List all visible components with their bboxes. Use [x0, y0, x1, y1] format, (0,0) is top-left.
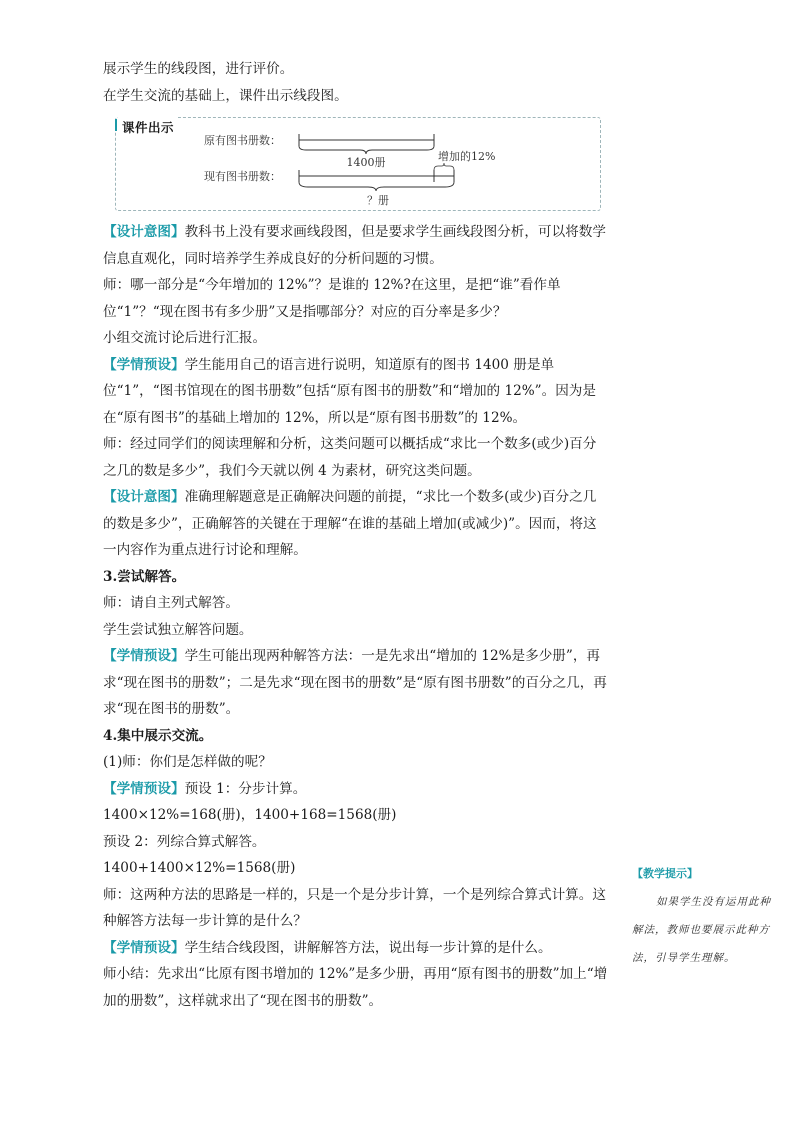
learning-preview-tag: 【学情预设】 [103, 648, 185, 664]
label-1400: 1400册 [346, 156, 386, 169]
paragraph-text: 预设 1：分步计算。 [184, 780, 307, 797]
paragraph: 预设 2：列综合算式解答。 [103, 833, 266, 850]
paragraph-text: 学生能用自己的语言进行说明，知道原有的图书 1400 册是单位“1”，“图书馆现在的图书册数”包括“原有图书的册数”和“增加的 12%”。因为是在“原有图书”的基础上增加的 12%，所以是“原有图书册数”的 12%。 [103, 356, 596, 426]
label-current: 现有图书册数： [204, 170, 281, 183]
paragraph: 师：这两种方法的思路是一样的，只是一个是分步计算，一个是列综合算式计算。这种解答方法每一步计算的是什么？ [103, 886, 606, 929]
paragraph-text: 学生结合线段图，讲解解答方法，说出每一步计算的是什么。 [184, 939, 552, 956]
paragraph [103, 643, 609, 723]
label-unknown: ？册 [367, 194, 389, 207]
learning-preview-tag: 【学情预设】 [103, 780, 185, 797]
brace-increase [434, 163, 454, 170]
line-segment-diagram [116, 118, 600, 210]
paragraph: 师：经过同学们的阅读理解和分析，这类问题可以概括成“求比一个数多(或少)百分之几的数是多少”，我们今天就以例 4 为素材，研究这类问题。 [103, 436, 597, 479]
paragraph-text: 教科书上没有要求画线段图，但是要求学生画线段图分析，可以将数学信息直观化，同时培养学生养成良好的分析问题的习惯。 [103, 224, 606, 267]
formula: 1400×12%=168(册)，1400+168=1568(册) [103, 807, 397, 823]
formula: 1400+1400×12%=1568(册) [103, 860, 296, 876]
paragraph: 在学生交流的基础上，课件出示线段图。 [103, 87, 348, 104]
paragraph [103, 776, 609, 803]
sidebar-body: 如果学生没有运用此种解法，教师也要展示此种方法，引导学生理解。 [632, 896, 771, 964]
paragraph-text: 准确理解题意是正确解决问题的前提，“求比一个数多(或少)百分之几的数是多少”，正确解答的关键在于理解“在谁的基础上增加(或减少)”。因而，将这一内容作为重点进行讨论和理解。 [103, 489, 597, 558]
design-intent-tag: 【设计意图】 [103, 224, 185, 240]
brace-current [299, 182, 454, 191]
section-heading: 3.尝试解答。 [103, 568, 186, 585]
learning-preview-tag: 【学情预设】 [103, 356, 185, 373]
label-original: 原有图书册数： [204, 134, 281, 147]
paragraph: 师：哪一部分是“今年增加的 12%”？是谁的 12%?在这里，是把“谁”看作单位“1”？“现在图书有多少册”又是指哪部分？对应的百分率是多少？ [103, 277, 561, 320]
brace-original [299, 146, 434, 154]
courseware-box [115, 117, 601, 211]
section-heading: 4.集中展示交流。 [103, 727, 213, 744]
paragraph [103, 219, 609, 272]
design-intent-tag: 【设计意图】 [103, 489, 185, 505]
paragraph [103, 484, 609, 564]
paragraph: 展示学生的线段图，进行评价。 [103, 61, 294, 77]
paragraph: 师：请自主列式解答。 [103, 595, 239, 611]
paragraph [103, 352, 609, 432]
paragraph: 小组交流讨论后进行汇报。 [103, 330, 267, 346]
main-content [103, 56, 609, 1014]
paragraph-text: 学生可能出现两种解答方法：一是先求出“增加的 12%是多少册”，再求“现在图书的册数”；二是先求“现在图书的册数”是“原有图书册数”的百分之几，再求“现在图书的册数”。 [103, 648, 607, 717]
label-increase: 增加的12% [438, 150, 496, 163]
learning-preview-tag: 【学情预设】 [103, 939, 185, 956]
paragraph: (1)师：你们是怎样做的呢？ [103, 754, 272, 770]
paragraph [103, 935, 609, 962]
paragraph: 学生尝试独立解答问题。 [103, 621, 253, 638]
sidebar-title: 【教学提示】 [632, 867, 698, 880]
courseware-title: 课件出示 [118, 115, 178, 142]
paragraph: 师小结：先求出“比原有图书增加的 12%”是多少册，再用“原有图书的册数”加上“增加的册数”，这样就求出了“现在图书的册数”。 [103, 966, 608, 1009]
teaching-tip-sidebar [632, 860, 782, 972]
